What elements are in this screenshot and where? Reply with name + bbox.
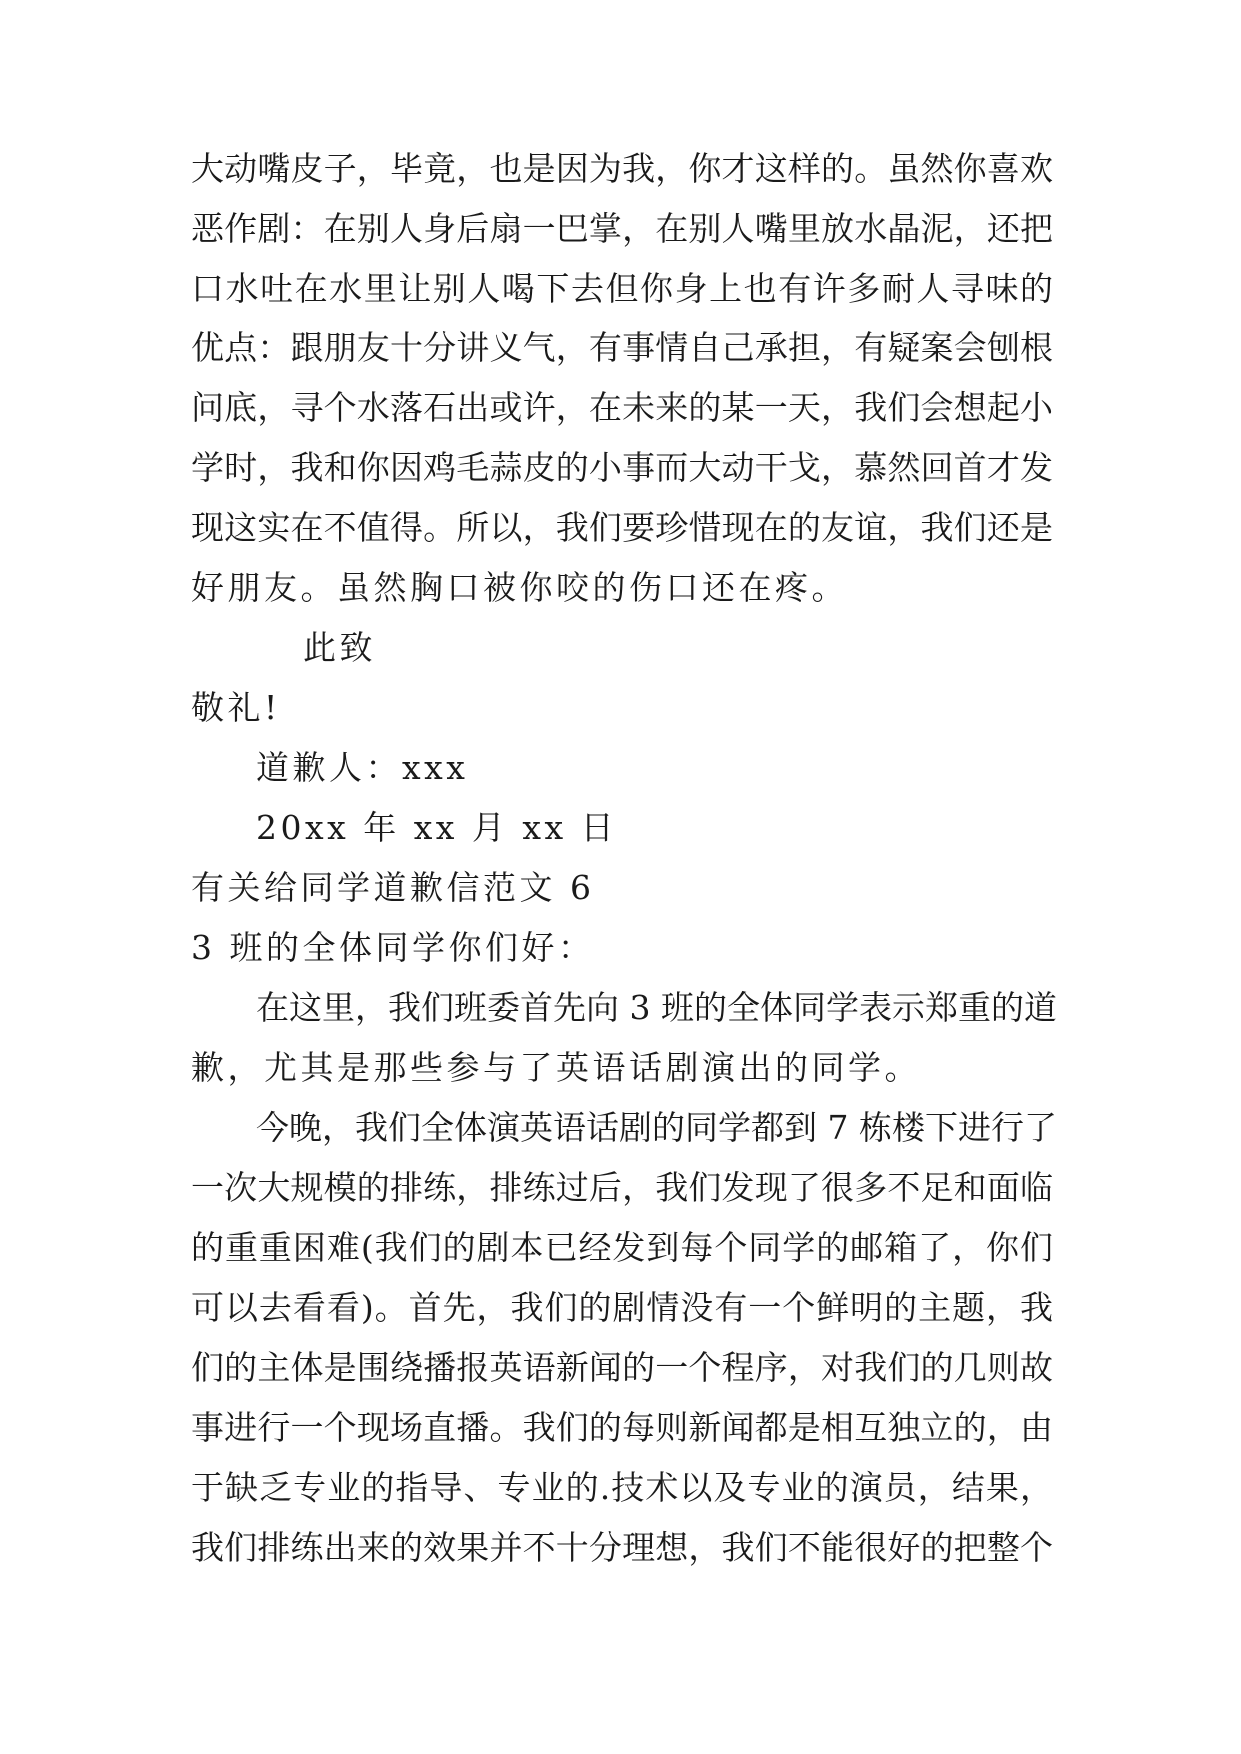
body-line: 口水吐在水里让别人喝下去但你身上也有许多耐人寻味的: [191, 269, 1053, 308]
paragraph-line: 事进行一个现场直播。我们的每则新闻都是相互独立的，由: [191, 1408, 1053, 1447]
greeting: 3 班的全体同学你们好：: [191, 928, 595, 967]
body-line: 恶作剧：在别人身后扇一巴掌，在别人嘴里放水晶泥，还把: [191, 209, 1053, 248]
body-line: 大动嘴皮子，毕竟，也是因为我，你才这样的。虽然你喜欢: [191, 149, 1053, 188]
paragraph-line: 今晚，我们全体演英语话剧的同学都到 7 栋楼下进行了: [256, 1108, 1057, 1147]
body-line: 现这实在不值得。所以，我们要珍惜现在的友谊，我们还是: [191, 508, 1053, 547]
paragraph-line: 可以去看看)。首先，我们的剧情没有一个鲜明的主题，我: [191, 1288, 1053, 1327]
body-line: 优点：跟朋友十分讲义气，有事情自己承担，有疑案会刨根: [191, 328, 1053, 367]
section-title: 有关给同学道歉信范文 6: [191, 868, 595, 907]
paragraph-line: 我们排练出来的效果并不十分理想，我们不能很好的把整个: [191, 1528, 1053, 1567]
paragraph-line: 们的主体是围绕播报英语新闻的一个程序，对我们的几则故: [191, 1348, 1053, 1387]
paragraph-line: 于缺乏专业的指导、专业的.技术以及专业的演员，结果，: [191, 1468, 1053, 1507]
body-line: 好朋友。虽然胸口被你咬的伤口还在疼。: [191, 568, 848, 607]
paragraph-line: 的重重困难(我们的剧本已经发到每个同学的邮箱了，你们: [191, 1228, 1053, 1267]
signer: 道歉人：xxx: [256, 748, 469, 787]
paragraph-line: 歉，尤其是那些参与了英语话剧演出的同学。: [191, 1048, 921, 1087]
salute: 敬礼!: [191, 688, 281, 727]
body-line: 学时，我和你因鸡毛蒜皮的小事而大动干戈，慕然回首才发: [191, 448, 1053, 487]
body-line: 问底，寻个水落石出或许，在未来的某一天，我们会想起小: [191, 388, 1053, 427]
paragraph-line: 一次大规模的排练，排练过后，我们发现了很多不足和面临: [191, 1168, 1053, 1207]
closing: 此致: [303, 628, 376, 667]
paragraph-line: 在这里，我们班委首先向 3 班的全体同学表示郑重的道: [256, 988, 1057, 1027]
date: 20xx 年 xx 月 xx 日: [256, 808, 618, 847]
